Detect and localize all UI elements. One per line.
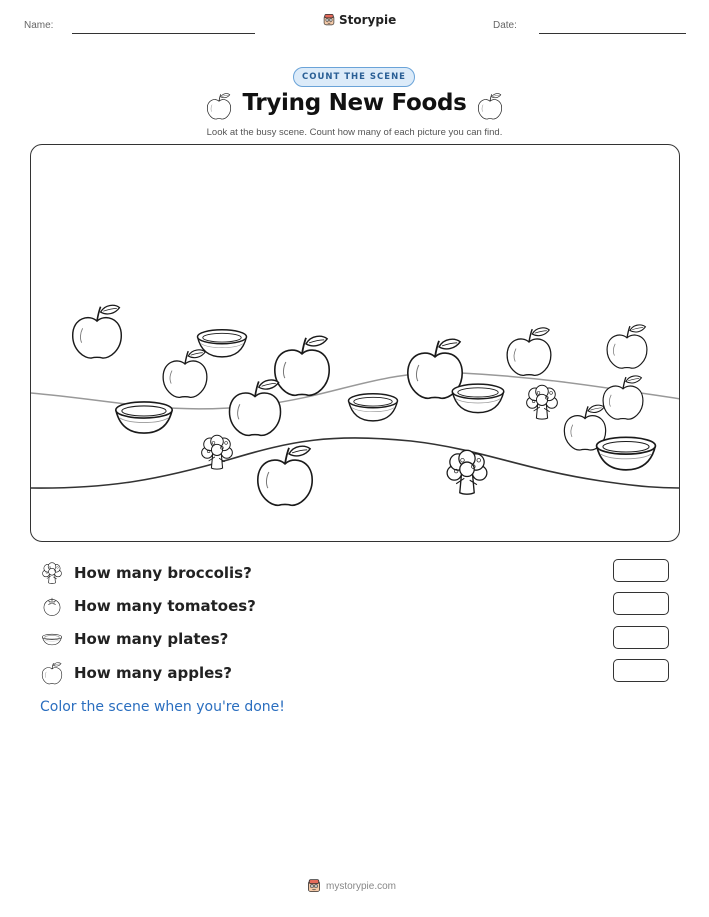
brand-name: Storypie — [339, 13, 397, 27]
section-badge: COUNT THE SCENE — [293, 67, 415, 87]
plate-icon — [349, 394, 398, 421]
broccoli-icon — [40, 561, 64, 585]
question-text: How many tomatoes? — [74, 597, 256, 615]
broccoli-icon — [202, 435, 233, 469]
apple-icon — [275, 336, 329, 395]
page-subtitle: Look at the busy scene. Count how many of each picture you can find. — [206, 127, 503, 138]
footer-url[interactable]: mystorypie.com — [326, 880, 397, 892]
color-instruction: Color the scene when you're done! — [40, 699, 285, 715]
tomato-icon — [41, 595, 63, 617]
apple-icon — [603, 376, 643, 419]
apple-icon — [163, 350, 207, 397]
name-line[interactable] — [72, 33, 255, 34]
name-label: Name: — [24, 20, 54, 31]
apple-icon — [507, 328, 551, 375]
plate-icon — [452, 384, 503, 412]
question-tomato — [40, 593, 256, 619]
answer-box-plates[interactable] — [613, 626, 669, 649]
question-text: How many broccolis? — [74, 564, 252, 582]
date-label: Date: — [493, 20, 517, 31]
scene-frame — [30, 144, 680, 542]
page-title: Trying New Foods — [242, 90, 467, 116]
apple-icon — [258, 446, 312, 505]
plate-icon — [41, 632, 63, 646]
scene-illustration — [31, 145, 680, 542]
mascot-icon — [322, 13, 336, 27]
mascot-icon — [306, 878, 322, 894]
apple-icon — [607, 325, 647, 368]
question-text: How many plates? — [74, 630, 229, 648]
brand-logo — [322, 13, 396, 27]
footer — [306, 878, 396, 894]
answer-box-tomatoes[interactable] — [613, 592, 669, 615]
apple-icon — [229, 380, 280, 435]
question-plate — [40, 626, 228, 652]
question-broccoli — [40, 560, 252, 586]
broccoli-icon — [447, 450, 487, 494]
answer-box-apples[interactable] — [613, 659, 669, 682]
plate-icon — [116, 402, 172, 433]
apple-icon — [73, 305, 122, 358]
apple-icon — [477, 91, 503, 121]
plate-icon — [597, 437, 656, 470]
broccoli-icon — [527, 385, 558, 419]
date-line[interactable] — [539, 33, 686, 34]
apple-icon — [41, 661, 63, 685]
question-apple — [40, 660, 232, 686]
answer-box-broccolis[interactable] — [613, 559, 669, 582]
question-text: How many apples? — [74, 664, 232, 682]
